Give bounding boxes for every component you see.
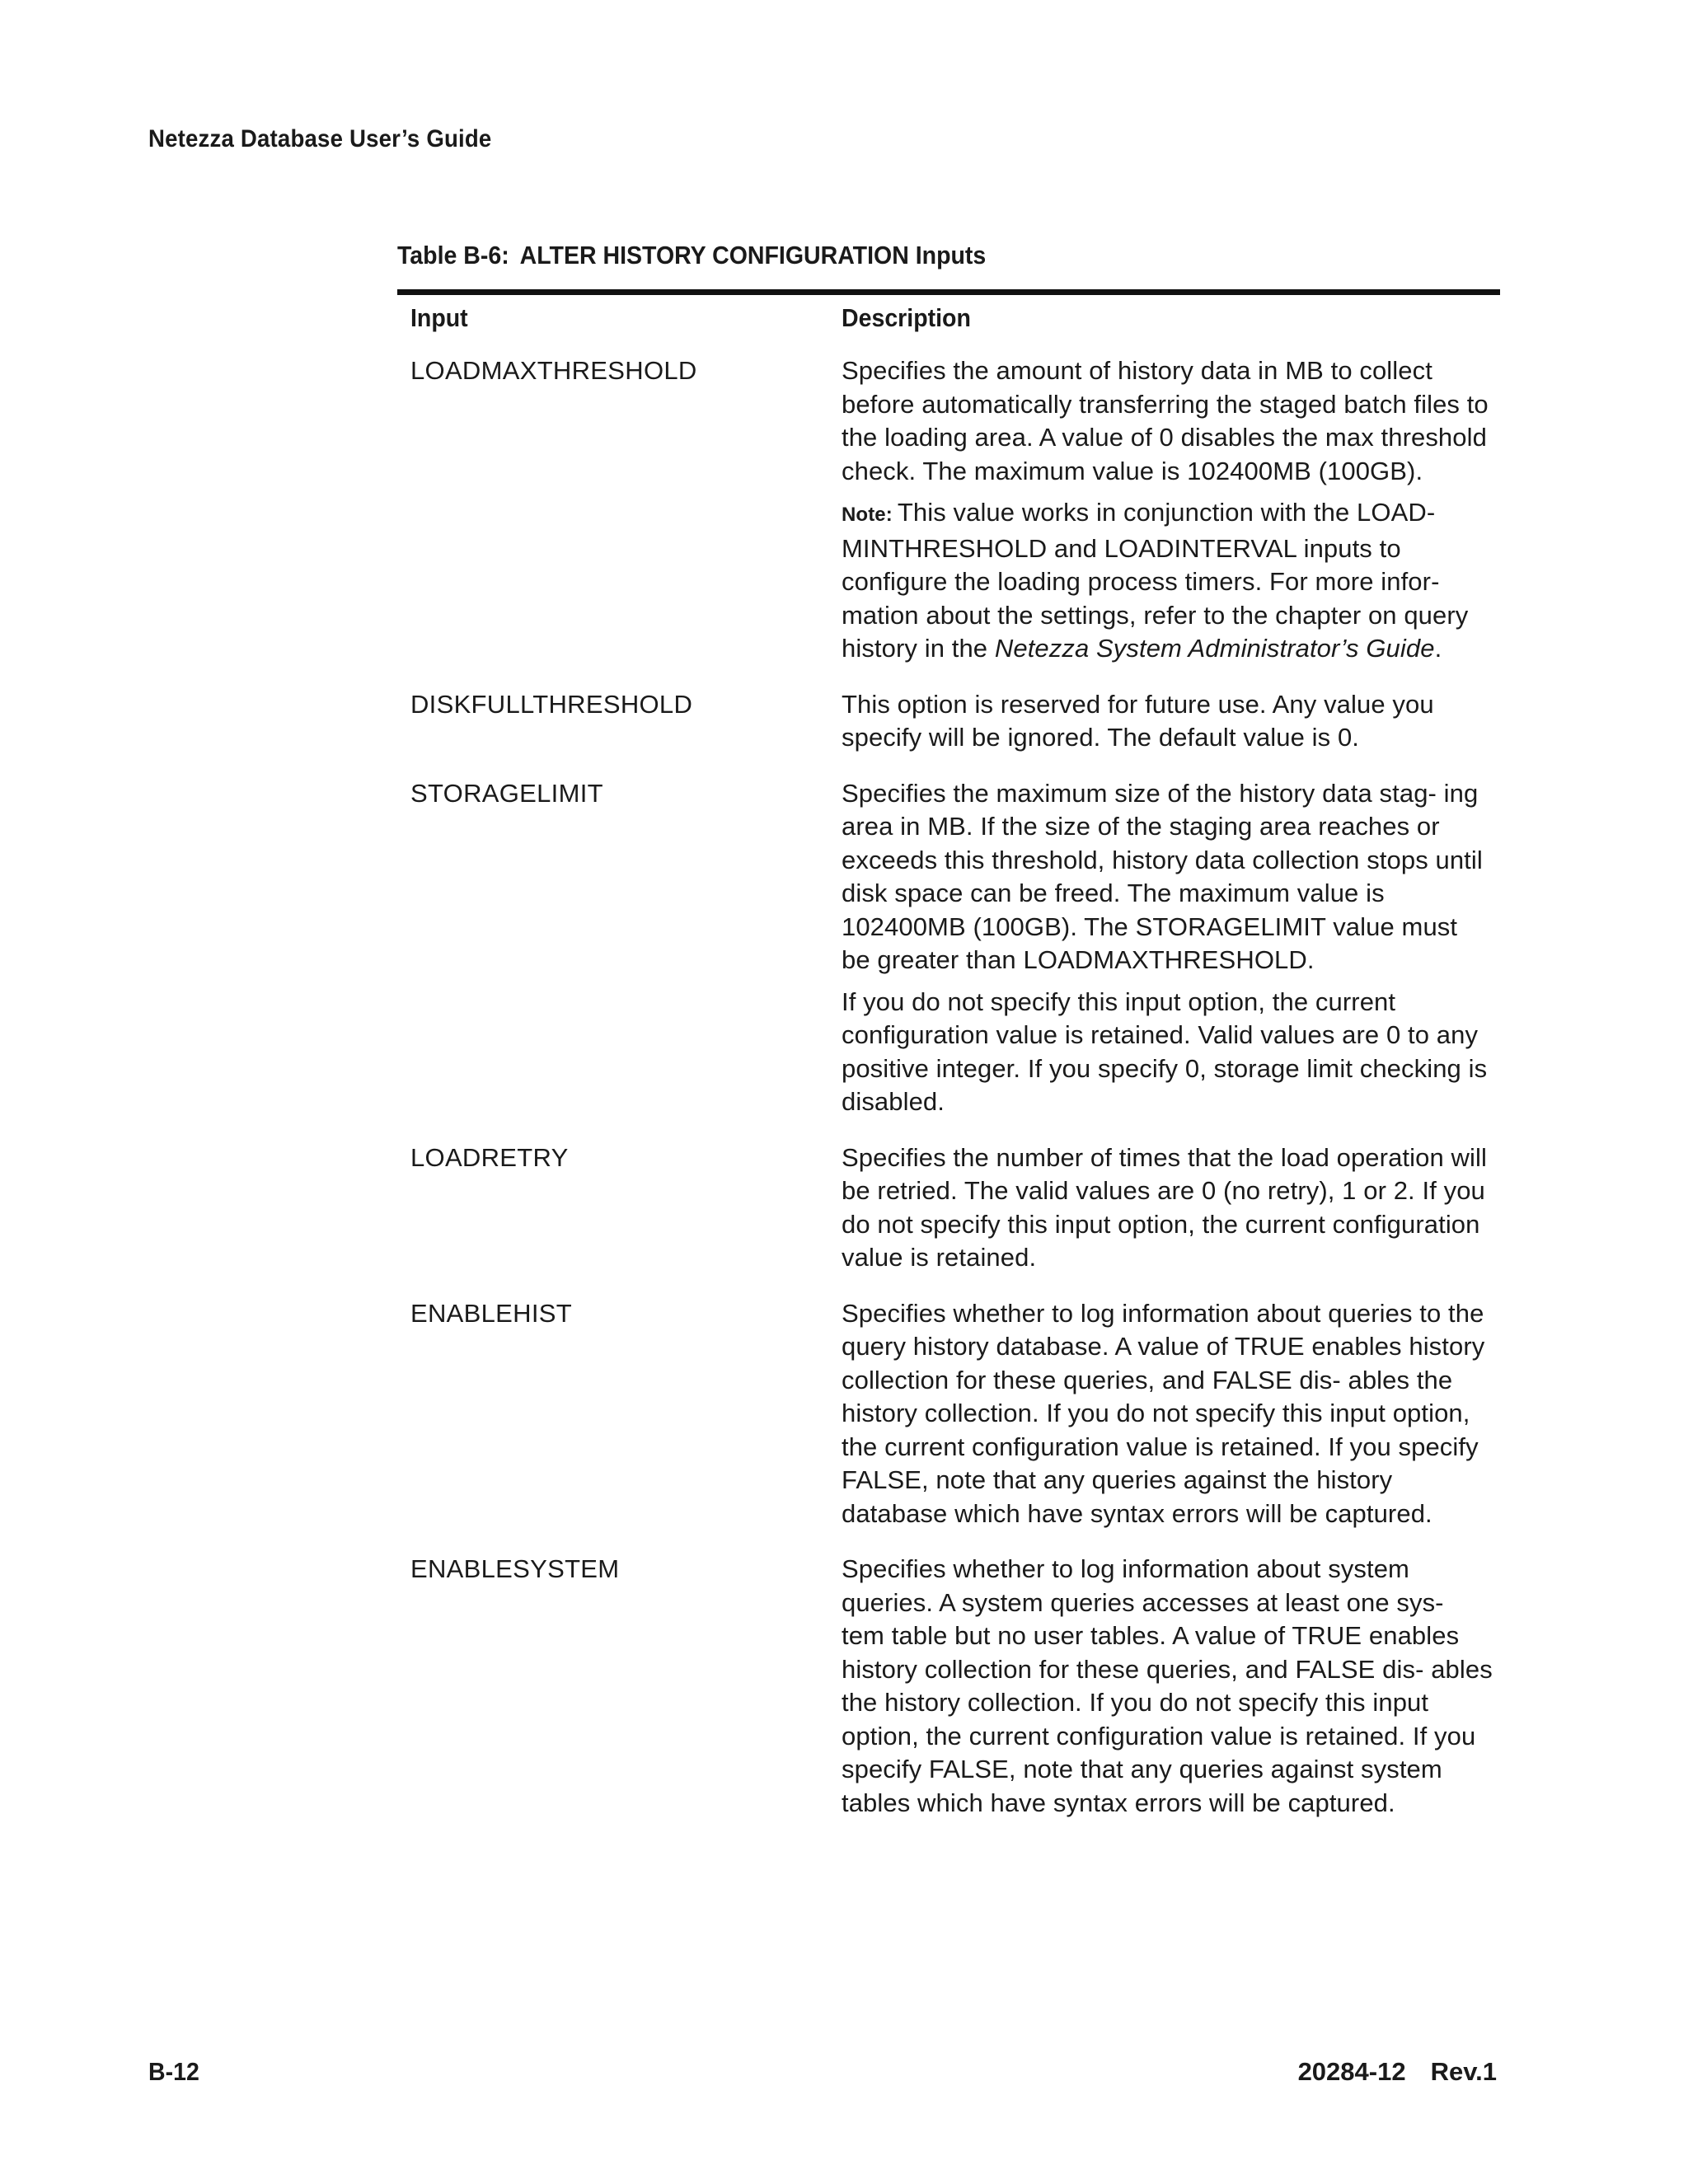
description-paragraph: Specifies whether to log information about queries to the query history database. A value of TRUE enables history collection for these queries, and FALSE dis- ables the history collection. If you do not specify this input option, the current configuration value is retained. If you specify FALSE, note that any queries against the history database which have syntax errors will be captured. [842, 1298, 1485, 1528]
note-text-end: . [1434, 634, 1442, 663]
note-text: This value works in conjunction with the LOAD- MINTHRESHOLD and LOADINTERVAL inputs to configure the loading process timers. For more infor- mation about the settings, refer to the chapter on query history in the [842, 498, 1469, 663]
description-paragraph: Specifies the amount of history data in MB to collect before automatically transferring the staged batch files to the loading area. A value of 0 disables the max threshold check. The maximum value is 102400MB (100GB). [842, 356, 1489, 485]
description-paragraph: If you do not specify this input option, the current configuration value is retained. Valid values are 0 to any positive integer. If you specify 0, storage limit checking is disabled. [842, 987, 1488, 1116]
description-paragraph: Specifies whether to log information about system queries. A system queries accesses at least one sys- tem table but no user tables. A value of TRUE enables history collection for these queries, and FALSE dis- ables the history collection. If you do not specify this input option, the current configuration value is retained. If you specify FALSE, note that any queries against system tables which have syntax errors will be captured. [842, 1554, 1493, 1817]
input-description [842, 1141, 1493, 1275]
page-number: B-12 [148, 2057, 199, 2086]
input-name: DISKFULLTHRESHOLD [410, 689, 693, 719]
input-description [842, 777, 1493, 1119]
input-description [842, 354, 1493, 666]
table-row [410, 688, 1500, 755]
document-number: 20284-12 [1297, 2057, 1406, 2086]
running-header: Netezza Database User’s Guide [148, 125, 492, 152]
input-description [842, 1297, 1493, 1531]
table-caption-number: Table B-6: [397, 241, 509, 269]
table-body [410, 354, 1500, 1820]
table-caption-title: ALTER HISTORY CONFIGURATION Inputs [519, 241, 987, 269]
table-row [410, 777, 1500, 1119]
description-paragraph: Specifies the number of times that the load operation will be retried. The valid values are 0 (no retry), 1 or 2. If you do not specify this input option, the current configuration value is retained. [842, 1142, 1487, 1272]
book-title: Netezza System Administrator’s Guide [994, 634, 1435, 663]
note [842, 496, 1493, 666]
table-row [410, 1141, 1500, 1275]
input-name: ENABLESYSTEM [410, 1554, 620, 1583]
table-caption [397, 241, 986, 270]
table-top-rule [397, 289, 1500, 295]
description-paragraph: This option is reserved for future use. Any value you specify will be ignored. The default value is 0. [842, 689, 1434, 752]
input-name: LOADRETRY [410, 1142, 569, 1172]
input-name: LOADMAXTHRESHOLD [410, 356, 697, 385]
input-name: STORAGELIMIT [410, 778, 603, 808]
table-row [410, 354, 1500, 666]
input-description [842, 688, 1493, 755]
input-description [842, 1553, 1493, 1820]
input-name: ENABLEHIST [410, 1298, 572, 1328]
table-row [410, 1553, 1500, 1820]
column-header-input: Input [410, 303, 468, 332]
note-label: Note: [842, 504, 893, 526]
table-row [410, 1297, 1500, 1531]
column-header-description: Description [842, 303, 971, 332]
description-paragraph: Specifies the maximum size of the history data stag- ing area in MB. If the size of the staging area reaches or exceeds this threshold, history data collection stops until disk space can be freed. The maximum value is 102400MB (100GB). The STORAGELIMIT value must be greater than LOADMAXTHRESHOLD. [842, 778, 1483, 974]
revision: Rev.1 [1430, 2057, 1497, 2086]
document-id [1298, 2057, 1497, 2087]
